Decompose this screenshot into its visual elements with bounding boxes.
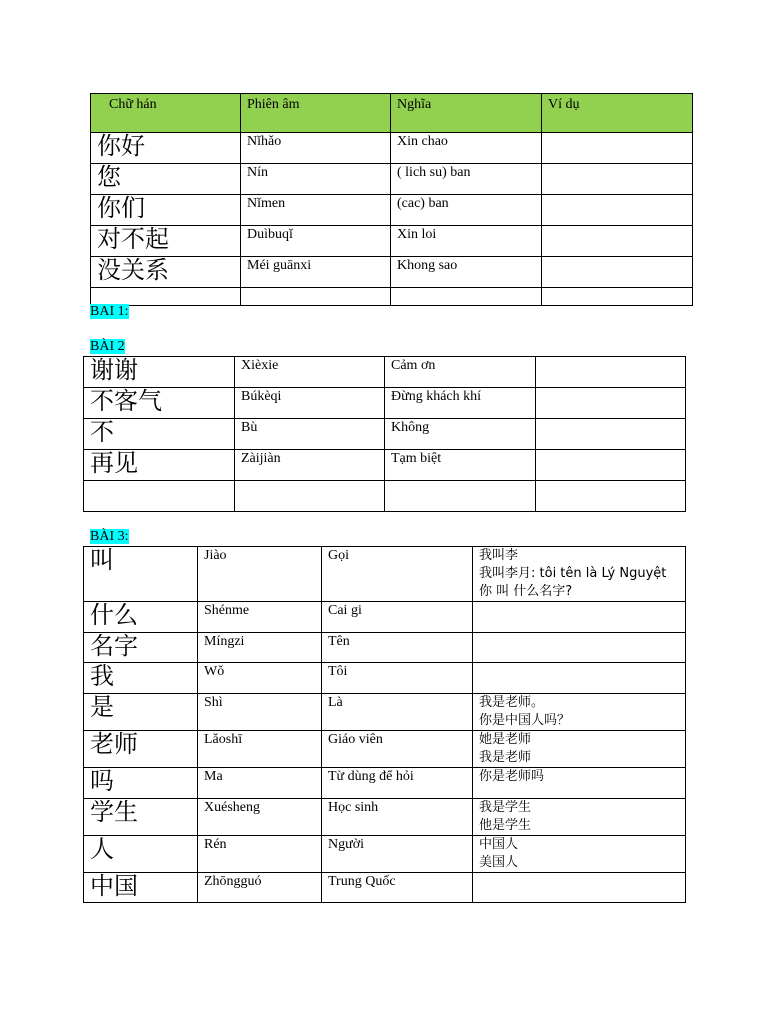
vocab-table-3 xyxy=(83,546,686,903)
table-row xyxy=(84,663,686,694)
han-cell: 对不起 xyxy=(91,226,241,257)
table-row xyxy=(84,799,686,836)
vocab-table-1 xyxy=(90,93,693,306)
table-row xyxy=(84,419,686,450)
example-cell xyxy=(473,731,686,768)
example-line: 我是老师。 xyxy=(479,695,545,710)
table-row xyxy=(91,133,693,164)
empty-cell xyxy=(84,481,235,512)
example-line: 中国人 xyxy=(479,837,519,852)
pinyin-cell: Méi guānxi xyxy=(241,257,391,288)
pinyin-cell: Xièxie xyxy=(235,357,385,388)
example-cell xyxy=(473,799,686,836)
example-cell xyxy=(473,873,686,903)
pinyin-cell: Jiào xyxy=(198,547,322,602)
meaning-cell: (cac) ban xyxy=(391,195,542,226)
han-cell: 学生 xyxy=(84,799,198,836)
meaning-cell: Là xyxy=(322,694,473,731)
example-line: 你是老师吗 xyxy=(479,769,545,784)
pinyin-cell: Zhōngguó xyxy=(198,873,322,903)
example-cell xyxy=(536,450,686,481)
han-cell: 您 xyxy=(91,164,241,195)
example-line: 我是学生 xyxy=(479,800,532,815)
empty-row xyxy=(84,481,686,512)
pinyin-cell: Xuésheng xyxy=(198,799,322,836)
meaning-cell: Xin loi xyxy=(391,226,542,257)
han-cell: 人 xyxy=(84,836,198,873)
table-row xyxy=(84,388,686,419)
pinyin-cell: Shì xyxy=(198,694,322,731)
example-line: 我叫李月: tôi tên là Lý Nguyệt xyxy=(479,566,667,581)
han-cell: 吗 xyxy=(84,768,198,799)
example-cell xyxy=(473,663,686,694)
han-cell: 你好 xyxy=(91,133,241,164)
meaning-cell: Người xyxy=(322,836,473,873)
han-cell: 再见 xyxy=(84,450,235,481)
pinyin-cell: Duìbuqǐ xyxy=(241,226,391,257)
vocab-table-2 xyxy=(83,356,686,512)
example-cell xyxy=(542,257,693,288)
meaning-cell: Khong sao xyxy=(391,257,542,288)
han-cell: 什么 xyxy=(84,602,198,633)
pinyin-cell: Wǒ xyxy=(198,663,322,694)
example-cell xyxy=(473,768,686,799)
empty-row xyxy=(91,288,693,306)
pinyin-cell: Búkèqi xyxy=(235,388,385,419)
header-phien-am: Phiên âm xyxy=(241,94,391,133)
pinyin-cell: Nín xyxy=(241,164,391,195)
example-cell xyxy=(542,226,693,257)
table-row xyxy=(84,633,686,663)
example-line: 她是老师 xyxy=(479,732,532,747)
example-cell xyxy=(473,633,686,663)
pinyin-cell: Lǎoshī xyxy=(198,731,322,768)
meaning-cell: Học sinh xyxy=(322,799,473,836)
section-heading-bai-1: BAI 1: xyxy=(90,304,129,319)
example-cell xyxy=(542,133,693,164)
meaning-cell: Giáo viên xyxy=(322,731,473,768)
empty-cell xyxy=(385,481,536,512)
pinyin-cell: Shénme xyxy=(198,602,322,633)
table-header-row xyxy=(91,94,693,133)
table-row xyxy=(84,731,686,768)
empty-cell xyxy=(536,481,686,512)
meaning-cell: Tên xyxy=(322,633,473,663)
han-cell: 是 xyxy=(84,694,198,731)
meaning-cell: Xin chao xyxy=(391,133,542,164)
table-row xyxy=(84,547,686,602)
empty-cell xyxy=(542,288,693,306)
han-cell: 没关系 xyxy=(91,257,241,288)
han-cell: 我 xyxy=(84,663,198,694)
meaning-cell: Tạm biệt xyxy=(385,450,536,481)
table-row xyxy=(84,602,686,633)
meaning-cell: Từ dùng để hỏi xyxy=(322,768,473,799)
example-cell xyxy=(536,419,686,450)
pinyin-cell: Nǐhǎo xyxy=(241,133,391,164)
table-row xyxy=(84,694,686,731)
example-line: 我叫李 xyxy=(479,548,519,563)
han-cell: 中国 xyxy=(84,873,198,903)
pinyin-cell: Nǐmen xyxy=(241,195,391,226)
pinyin-cell: Rén xyxy=(198,836,322,873)
example-cell xyxy=(536,388,686,419)
example-cell xyxy=(542,164,693,195)
han-cell: 谢谢 xyxy=(84,357,235,388)
example-cell xyxy=(473,694,686,731)
han-cell: 不 xyxy=(84,419,235,450)
meaning-cell: ( lich su) ban xyxy=(391,164,542,195)
header-chu-han: Chữ hán xyxy=(91,94,241,133)
meaning-cell: Tôi xyxy=(322,663,473,694)
table-row xyxy=(91,195,693,226)
meaning-cell: Cai gi xyxy=(322,602,473,633)
han-cell: 你们 xyxy=(91,195,241,226)
vocab-table-3-body xyxy=(84,547,686,903)
han-cell: 叫 xyxy=(84,547,198,602)
table-row xyxy=(84,357,686,388)
pinyin-cell: Míngzi xyxy=(198,633,322,663)
example-cell xyxy=(542,195,693,226)
han-cell: 老师 xyxy=(84,731,198,768)
meaning-cell: Trung Quốc xyxy=(322,873,473,903)
example-cell xyxy=(473,602,686,633)
example-line: 你 叫 什么名字? xyxy=(479,584,573,599)
example-line: 他是学生 xyxy=(479,818,532,833)
example-line: 美国人 xyxy=(479,855,519,870)
example-line: 我是老师 xyxy=(479,750,532,765)
meaning-cell: Gọi xyxy=(322,547,473,602)
han-cell: 不客气 xyxy=(84,388,235,419)
meaning-cell: Cảm ơn xyxy=(385,357,536,388)
table-row xyxy=(84,450,686,481)
example-line: 你是中国人吗？ xyxy=(479,713,571,728)
header-vi-du: Ví dụ xyxy=(542,94,693,133)
table-row xyxy=(84,768,686,799)
section-heading-bai-2: BÀI 2 xyxy=(90,339,125,354)
pinyin-cell: Zàijiàn xyxy=(235,450,385,481)
empty-cell xyxy=(241,288,391,306)
empty-cell xyxy=(391,288,542,306)
empty-cell xyxy=(235,481,385,512)
pinyin-cell: Ma xyxy=(198,768,322,799)
header-nghia: Nghĩa xyxy=(391,94,542,133)
pinyin-cell: Bù xyxy=(235,419,385,450)
meaning-cell: Không xyxy=(385,419,536,450)
han-cell: 名字 xyxy=(84,633,198,663)
table-row xyxy=(91,226,693,257)
table-row xyxy=(91,164,693,195)
meaning-cell: Đừng khách khí xyxy=(385,388,536,419)
table-row xyxy=(84,836,686,873)
example-cell xyxy=(536,357,686,388)
example-cell xyxy=(473,547,686,602)
table-row xyxy=(91,257,693,288)
section-heading-bai-3: BÀI 3: xyxy=(90,529,129,544)
example-cell xyxy=(473,836,686,873)
table-row xyxy=(84,873,686,903)
